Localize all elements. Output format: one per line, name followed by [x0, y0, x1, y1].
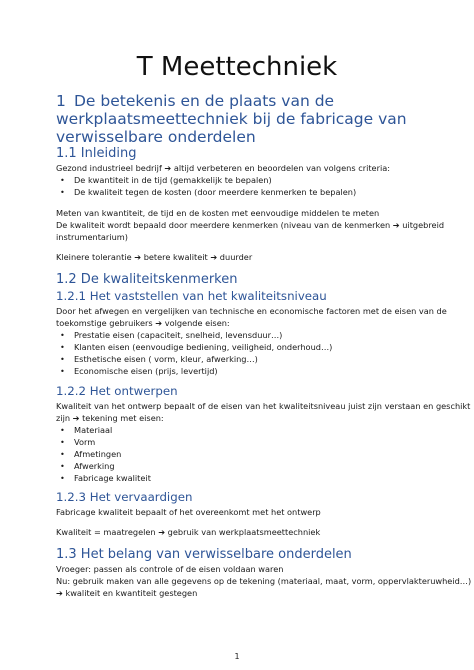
paragraph: Gezond industrieel bedrijf ➔ altijd verbeteren en beoordelen van volgens criteria: [56, 163, 391, 173]
section-heading-1-2-2: 1.2.2 Het ontwerpen [56, 384, 178, 398]
paragraph: Fabricage kwaliteit bepaalt of het overeenkomt met het ontwerp [56, 507, 321, 517]
list-item: • Klanten eisen (eenvoudige bediening, veiligheid, onderhoud…) [74, 342, 332, 352]
paragraph: Kwaliteit = maatregelen ➔ gebruik van werkplaatsmeettechniek [56, 527, 321, 537]
chapter-heading-line-2: werkplaatsmeettechniek bij de fabricage van [56, 110, 407, 128]
chapter-heading-line-1: De betekenis en de plaats van de [74, 92, 335, 110]
paragraph: zijn ➔ tekening met eisen: [56, 413, 164, 423]
list-item: • Materiaal [74, 425, 112, 435]
section-heading-1-2: 1.2 De kwaliteitskenmerken [56, 272, 238, 287]
list-item: • Afmetingen [74, 449, 121, 459]
list-item: • Afwerking [74, 461, 115, 471]
paragraph: ➔ kwaliteit en kwantiteit gestegen [56, 588, 198, 598]
list-item: • Economische eisen (prijs, levertijd) [74, 366, 218, 376]
paragraph: Kwaliteit van het ontwerp bepaalt of de eisen van het kwaliteitsniveau juist zijn verstaan en geschikt [56, 401, 471, 411]
paragraph: Vroeger: passen als controle of de eisen voldaan waren [56, 564, 284, 574]
list-item: • Vorm [74, 437, 95, 447]
document-title: T Meettechniek [136, 52, 338, 82]
paragraph: Nu: gebruik maken van alle gegevens op de tekening (materiaal, maat, vorm, oppervlakteruwheid…) [56, 576, 472, 586]
paragraph: Door het afwegen en vergelijken van technische en economische factoren met de eisen van de [56, 306, 447, 316]
chapter-number: 1 [56, 92, 66, 110]
paragraph: De kwaliteit wordt bepaald door meerdere kenmerken (niveau van de kenmerken ➔ uitgebreid [56, 220, 445, 230]
paragraph: Meten van kwantiteit, de tijd en de kosten met eenvoudige middelen te meten [56, 208, 380, 218]
list-item: • De kwantiteit in de tijd (gemakkelijk te bepalen) [74, 175, 272, 185]
paragraph: instrumentarium) [56, 232, 128, 242]
section-heading-1-1: 1.1 Inleiding [56, 146, 137, 161]
section-heading-1-2-3: 1.2.3 Het vervaardigen [56, 490, 193, 504]
paragraph: Kleinere tolerantie ➔ betere kwaliteit ➔ duurder [56, 252, 253, 262]
list-item: • Fabricage kwaliteit [74, 473, 151, 483]
page-number: 1 [234, 652, 240, 661]
list-item: • De kwaliteit tegen de kosten (door meerdere kenmerken te bepalen) [74, 187, 356, 197]
chapter-heading-line-3: verwisselbare onderdelen [56, 128, 256, 146]
list-item: • Prestatie eisen (capaciteit, snelheid, levensduur…) [74, 330, 282, 340]
chapter-heading [56, 92, 428, 146]
paragraph: toekomstige gebruikers ➔ volgende eisen: [56, 318, 230, 328]
section-heading-1-2-1: 1.2.1 Het vaststellen van het kwaliteitsniveau [56, 289, 327, 303]
list-item: • Esthetische eisen ( vorm, kleur, afwerking…) [74, 354, 258, 364]
section-heading-1-3: 1.3 Het belang van verwisselbare onderdelen [56, 547, 352, 562]
